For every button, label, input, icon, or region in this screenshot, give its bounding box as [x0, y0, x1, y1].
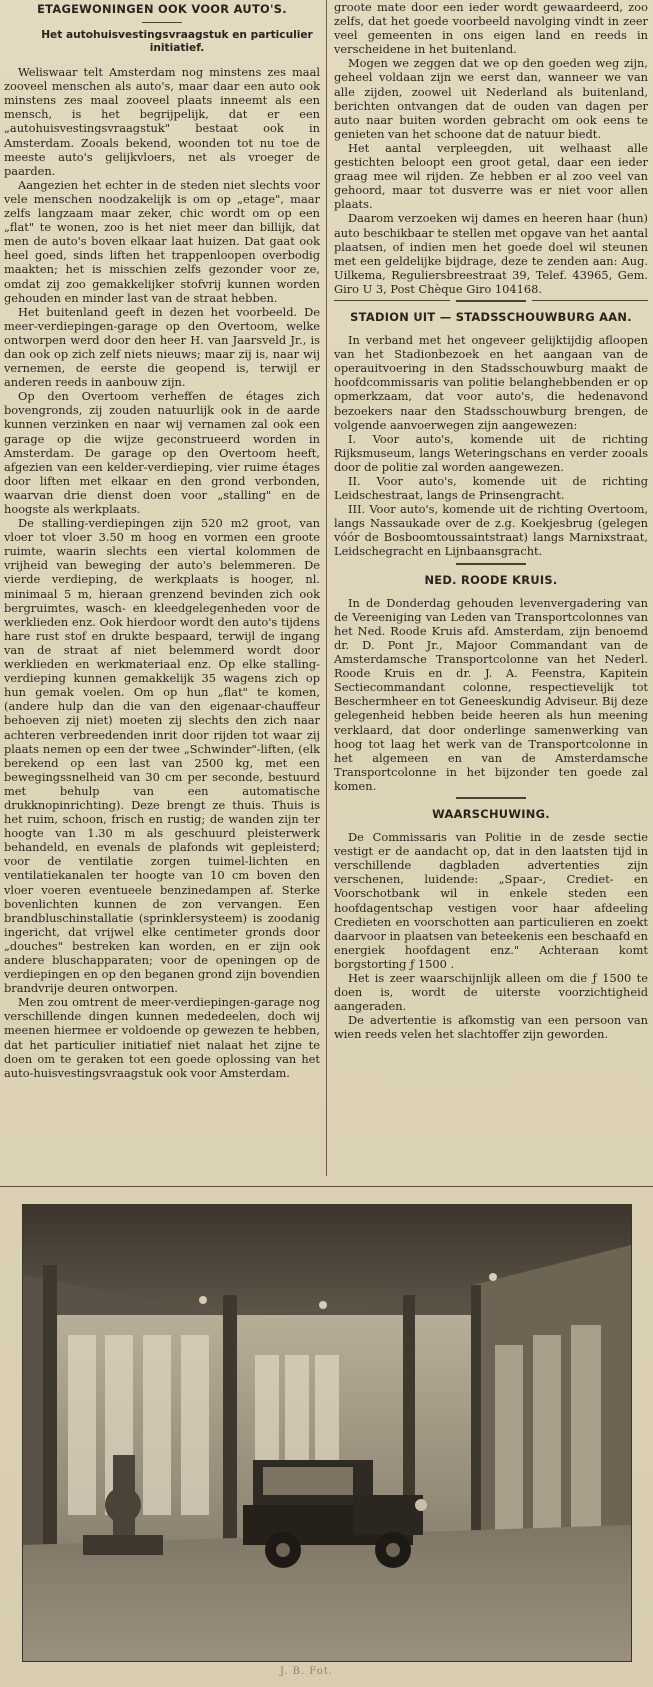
paragraph: De advertentie is afkomstig van een persoon van wien reeds velen het slachtoffer zijn geworden. [334, 1013, 648, 1042]
paragraph: De stalling-verdiepingen zijn 520 m2 groot, van vloer tot vloer 3.50 m hoog en vormen een groote ruimte, waarin slechts een viertal kolommen de vrijheid van beweging der auto's belemmeren. De vierde verdieping, de werkplaats is hooger, nl. minimaal 5 m, hieraan grenzend bevinden zich ook bergruimtes, wasch- en kleedgelegenheden voor de werklieden enz. Ook hierdoor wordt den auto's tijdens hare rust stof en drukte bespaard, terwijl de ingang van de straat af niet belemmerd wordt door werklieden en werkmateriaal enz. Op elke stalling-verdieping kunnen gemakkelijk 35 wagens zich op hun gemak voelen. Om op hun „flat" te komen, (andere hulp dan die van den eigenaar-chauffeur behoeven zij niet) moeten zij slechts den zich naar achteren verbreedenden inrit door rijden tot waar zij plaats nemen op een der twee „Schwinder"-liften, (elk berekend op een last van 2500 kg, met een bewegingssnelheid van 30 cm per seconde, bestuurd met behulp van een automatische drukknopinrichting). Deze brengt ze thuis. Thuis is het ruim, schoon, frisch en rustig; de wanden zijn ter hoogte van 1.30 m als geschuurd pleisterwerk behandeld, en evenals de plafonds wit gepleisterd; voor de ventilatie zorgen tuimel-lichten en ventilatiekanalen ter hoogte van 10 cm boven den vloer voeren eventueele benzinedampen af. Sterke bovenlichten kunnen de zon vervangen. Een brandbluschinstallatie (sprinklersysteem) is zoodanig ingericht, dat vrijwel elke centimeter gronds door „douches" bestreken kan worden, en er zijn ook andere bluschapparaten; voor de openingen op de verdiepingen en op den beganen grond zijn bovendien brandvrije deuren ontworpen. [4, 516, 320, 996]
paragraph: Op den Overtoom verheffen de étages zich bovengronds, zij zouden natuurlijk ook in de aarde kunnen verzinken en naar wij vernamen zal ook een garage op die wijze geconstrueerd worden in Amsterdam. De garage op den Overtoom heeft, afgezien van een kelder-verdieping, vier ruime étages door liften met elkaar en den grond verbonden, waarvan drie dienst doen voor „stalling" en de hoogste als werkplaats. [4, 389, 320, 516]
section-divider [334, 563, 648, 565]
section-divider [334, 797, 648, 799]
article-title-stadion: STADION UIT — STADSSCHOUWBURG AAN. [350, 309, 632, 324]
garage-photo [22, 1204, 632, 1662]
column-divider [326, 0, 327, 1176]
divider [142, 22, 182, 23]
article-subtitle: Het autohuisvestingsvraagstuk en particulier initiatief. [41, 29, 313, 55]
paragraph: I. Voor auto's, komende uit de richting Rijksmuseum, langs Weteringschans en verder zooals door de politie zal worden aangewezen. [334, 431, 648, 474]
article-title-waarschuwing: WAARSCHUWING. [432, 806, 550, 821]
paragraph: Aangezien het echter in de steden niet slechts voor vele menschen noodzakelijk is om op „etage", maar zelfs langzaam maar zeker, chic wordt om op een „flat" te wonen, zoo is het niet meer dan billijk, dat men de auto's boven elkaar laat huizen. Dat gaat ook heel goed, sinds liften het trappenloopen overbodig maakten; het is misschien zelfs gezonder voor ze, omdat zij zoo gemakkelijker stofvrij kunnen worden gehouden en minder last van de straat hebben. [4, 177, 320, 305]
section-divider [334, 300, 648, 302]
paragraph: De Commissaris van Politie in de zesde sectie vestigt er de aandacht op, dat in den laatsten tijd in verschillende dagbladen advertenties zijn verschenen, luidende: „Spaar-, Crediet- en Voorschotbank wil in enkele steden een hoofdagentschap vestigen voor haar afdeeling Credieten en voorschotten aan particulieren en zoekt daarvoor in plaatsen van beteekenis een beschaafd en energiek hoofdagent enz." Achteraan komt borgstorting ƒ 1500 . [334, 830, 648, 971]
paragraph: Mogen we zeggen dat we op den goeden weg zijn, geheel voldaan zijn we eerst dan, wanneer we van alle zijden, zoowel uit Nederland als buitenland, berichten ontvangen dat de ouden van dagen per auto naar buiten worden gebracht om ook eens te genieten van het schoone dat de natuur biedt. [334, 56, 648, 141]
paragraph: Weliswaar telt Amsterdam nog minstens zes maal zooveel menschen als auto's, maar daar een auto ook minstens zes maal zooveel plaats inneemt als een mensch, is het begrijpelijk, dat er een „autohuisvestingsvraagstuk" bestaat ook in Amsterdam. Zooals bekend, woonden tot nu toe de meeste auto's gelijkvloers, net als vroeger de paarden. [4, 65, 320, 178]
paragraph: Het buitenland geeft in dezen het voorbeeld. De meer-verdiepingen-garage op den Overtoom, welke ontworpen werd door den heer H. van Jaarsveld Jr., is dan ook op zich zelf niets nieuws; maar zij is, naar wij vernemen, de eerste die geopend is, terwijl er anderen reeds in aanbouw zijn. [4, 304, 320, 390]
paragraph: In de Donderdag gehouden levenvergadering van de Vereeniging van Leden van Transportcolonnes van het Ned. Roode Kruis afd. Amsterdam, zijn benoemd dr. D. Pont Jr., Majoor Commandant van de Amsterdamsche Transportcolonne van het Nederl. Roode Kruis en dr. J. A. Feenstra, Kapitein Sectiecommandant colonne, respectievelijk tot Beschermheer en tot Geneeskundig Adviseur. Bij deze gelegenheid hebben beide heeren als hun meening verklaard, dat door onderlinge samenwerking van hoog tot laag het werk van de Transportcolonne in het algemeen en van de Amsterdamsche Transportcolonne in het bijzonder ten goede zal komen. [334, 595, 648, 793]
left-column [4, 0, 320, 1080]
paragraph: In verband met het ongeveer gelijktijdig afloopen van het Stadionbezoek en het aangaan van de operauitvoering in den Stadsschouwburg maakt de hoofdcommissaris van politie belanghebbenden er op opmerkzaam, dat voor auto's, die hedenavond bezoekers naar den Stadsschouwburg brengen, de volgende aanvoerwegen zijn aangewezen: [334, 333, 648, 432]
paragraph: Het is zeer waarschijnlijk alleen om die ƒ 1500 te doen is, wordt de uiterste voorzichtigheid aangeraden. [334, 971, 648, 1014]
paragraph: III. Voor auto's, komende uit de richting Overtoom, langs Nassaukade over de z.g. Koekjesbrug (gelegen vóór de Bosboomtoussaintstraat) langs Marnixstraat, Leidschegracht en Lijnbaansgracht. [334, 502, 648, 559]
paragraph: groote mate door een ieder wordt gewaardeerd, zoo zelfs, dat het goede voorbeeld navolging vindt in zeer veel gemeenten in ons eigen land en reeds in verscheidene in het buitenland. [334, 0, 648, 57]
side-openings [495, 1325, 601, 1555]
paragraph: Daarom verzoeken wij dames en heeren haar (hun) auto beschikbaar te stellen met opgave van het aantal plaatsen, of indien men het goede doel wil steunen met een geldelijke bijdrage, deze te zenden aan: Aug. Uilkema, Reguliersbreestraat 39, Telef. 43965, Gem. Giro U 3, Post Chèque Giro 104168. [334, 211, 648, 296]
paragraph: Het aantal verpleegden, uit welhaast alle gestichten beloopt een groot getal, daar een ieder graag mee wil rijden. Ze hebben er al zoo veel van gehoord, maar tot dusverre was er niet voor allen plaats. [334, 140, 648, 212]
photo-caption: J. B. Fot. [280, 1666, 333, 1677]
paragraph: Men zou omtrent de meer-verdiepingen-garage nog verschillende dingen kunnen mededeelen, doch wij meenen hiermee er voldoende op gewezen te hebben, dat het particulier initiatief niet nalaat het zijne te doen om te geraken tot een goede oplossing van het auto-huisvestingsvraagstuk ook voor Amsterdam. [4, 995, 320, 1080]
article-title-roode-kruis: NED. ROODE KRUIS. [424, 572, 558, 587]
right-column [334, 0, 648, 1041]
article-title-etagewoningen: ETAGEWONINGEN OOK VOOR AUTO'S. [37, 2, 287, 16]
page-divider [0, 1186, 653, 1187]
paragraph: II. Voor auto's, komende uit de richting Leidschestraat, langs de Prinsengracht. [334, 474, 648, 503]
